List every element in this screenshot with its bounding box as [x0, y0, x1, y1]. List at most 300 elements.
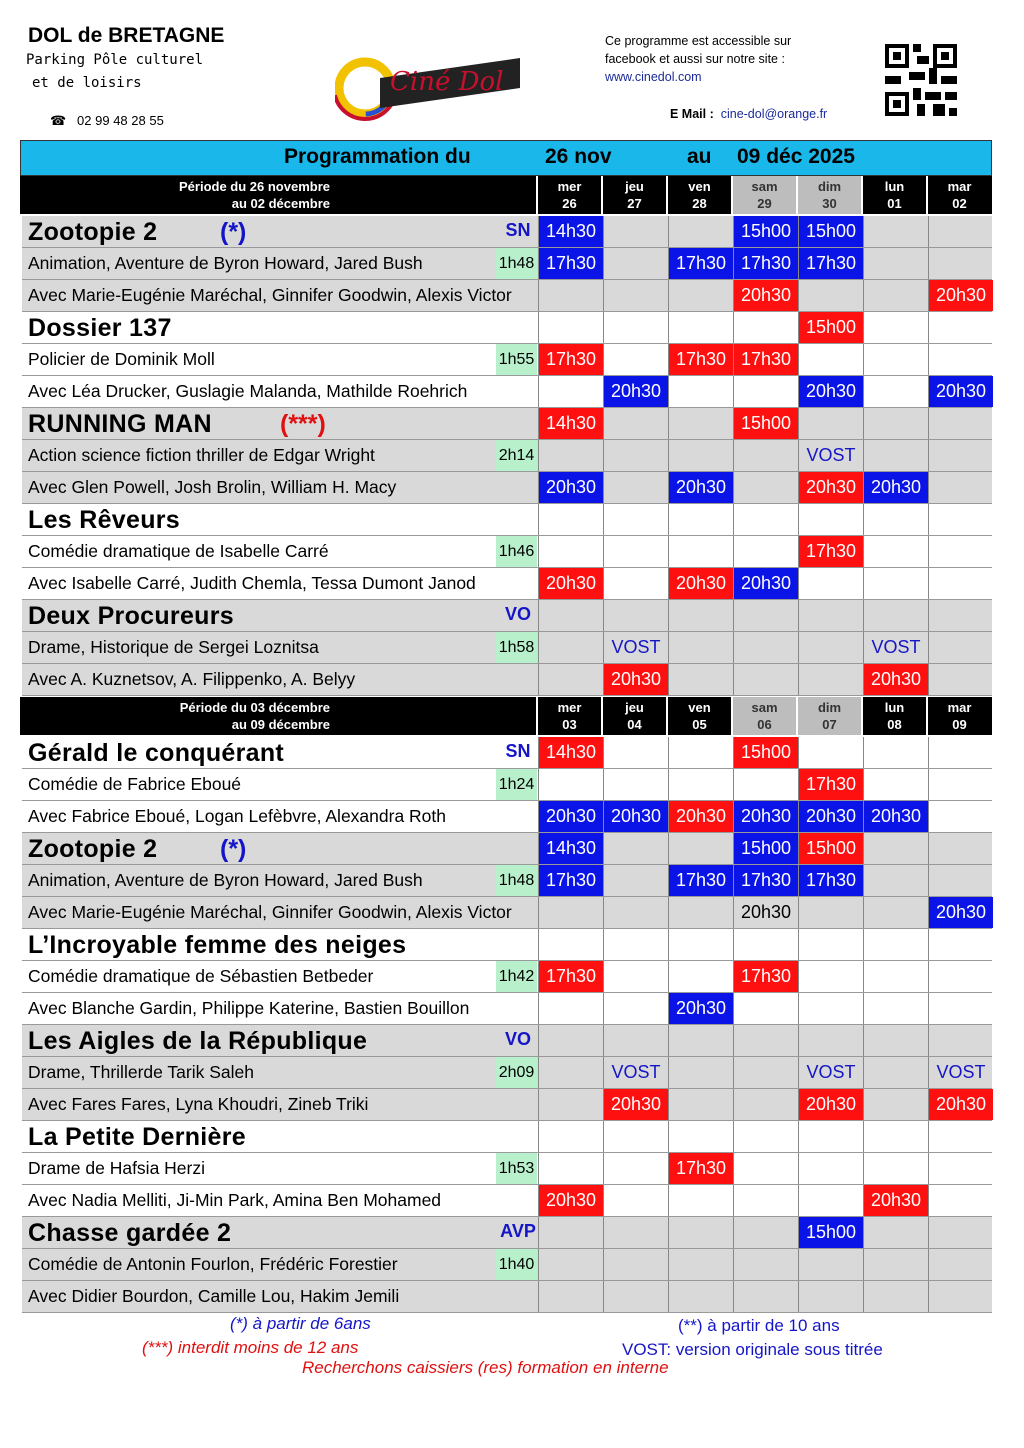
showtime-17h30[interactable]: 17h30 [668, 1153, 733, 1184]
showtime-cell[interactable] [603, 1153, 668, 1184]
showtime-cell[interactable] [928, 1121, 993, 1152]
version-badge: SN [505, 220, 531, 240]
film-genre: Drame, Historique de Sergei Loznitsa [28, 637, 319, 657]
showtime-cell[interactable] [733, 1185, 798, 1216]
showtime-17h30[interactable]: 17h30 [538, 344, 603, 375]
showtime-cell[interactable] [603, 1217, 668, 1248]
showtime-cell[interactable] [603, 536, 668, 567]
day-name: mar [947, 179, 972, 194]
showtime-20h30[interactable]: 20h30 [603, 801, 668, 832]
showtime-cell[interactable] [668, 408, 733, 439]
showtime-cell[interactable] [798, 344, 863, 375]
showtime-cell[interactable] [863, 1057, 928, 1088]
film-title: L’Incroyable femme des neiges [28, 931, 407, 959]
phone [50, 113, 164, 129]
footnote-12ans: (***) interdit moins de 12 ans [142, 1338, 359, 1357]
showtime-20h30[interactable]: 20h30 [863, 801, 928, 832]
showtime-20h30[interactable]: 20h30 [798, 472, 863, 503]
showtime-cell[interactable] [538, 440, 603, 471]
showtime-cell[interactable] [863, 1249, 928, 1280]
showtime-14h30[interactable]: 14h30 [538, 833, 603, 864]
film-duration: 1h46 [496, 536, 537, 567]
showtime-20h30[interactable]: 20h30 [538, 801, 603, 832]
showtime-cell[interactable] [538, 632, 603, 663]
showtime-cell[interactable] [733, 1089, 798, 1120]
showtime-cell[interactable] [733, 664, 798, 695]
showtime-cell[interactable] [798, 897, 863, 928]
showtime-cell[interactable] [733, 1057, 798, 1088]
showtime-cell[interactable] [928, 344, 993, 375]
showtime-cell[interactable] [798, 1281, 863, 1312]
film-row [22, 929, 992, 961]
showtime-cell[interactable] [798, 993, 863, 1024]
showtime-20h30[interactable]: 20h30 [798, 376, 863, 407]
showtime-cell[interactable] [798, 504, 863, 535]
showtime-cell[interactable] [603, 737, 668, 768]
showtime-20h30[interactable]: 20h30 [928, 1089, 993, 1120]
day-name: dim [817, 179, 842, 194]
showtime-cell[interactable] [928, 929, 993, 960]
showtime-15h00[interactable]: 15h00 [733, 833, 798, 864]
period-line-1: Période du 03 décembre [179, 700, 330, 715]
day-number: 07 [822, 717, 837, 732]
showtime-cell[interactable] [733, 472, 798, 503]
showtime-cell[interactable] [603, 600, 668, 631]
showtime-cell[interactable] [733, 1281, 798, 1312]
showtime-cell[interactable] [603, 216, 668, 247]
showtime-cell[interactable] [928, 472, 993, 503]
showtime-cell[interactable] [603, 408, 668, 439]
film-duration: 1h24 [496, 769, 537, 800]
showtime-cell[interactable] [733, 632, 798, 663]
film-row [22, 408, 992, 440]
showtime-cell[interactable] [733, 440, 798, 471]
film-title: Deux Procureurs [28, 602, 234, 630]
showtime-cell[interactable] [928, 536, 993, 567]
showtime-cell[interactable] [928, 1153, 993, 1184]
showtime-cell[interactable] [603, 865, 668, 896]
showtime-cell[interactable] [798, 1025, 863, 1056]
showtime-cell[interactable] [928, 961, 993, 992]
showtime-cell[interactable] [928, 833, 993, 864]
showtime-vost-label[interactable]: VOST [603, 632, 668, 663]
showtime-cell[interactable] [863, 1153, 928, 1184]
showtime-17h30[interactable]: 17h30 [668, 248, 733, 279]
version-badge: VO [504, 604, 531, 624]
showtime-20h30[interactable]: 20h30 [798, 801, 863, 832]
showtime-cell[interactable] [863, 1217, 928, 1248]
showtime-cell[interactable] [928, 1217, 993, 1248]
showtime-20h30[interactable]: 20h30 [928, 376, 993, 407]
showtime-cell[interactable] [733, 504, 798, 535]
showtime-14h30[interactable]: 14h30 [538, 216, 603, 247]
showtime-cell[interactable] [538, 600, 603, 631]
showtime-cell[interactable] [863, 536, 928, 567]
showtime-cell[interactable] [863, 993, 928, 1024]
showtime-20h30[interactable]: 20h30 [603, 376, 668, 407]
showtime-14h30[interactable]: 14h30 [538, 408, 603, 439]
showtime-cell[interactable] [863, 1281, 928, 1312]
qr-code[interactable] [885, 44, 957, 121]
showtime-cell[interactable] [538, 897, 603, 928]
film-duration: 1h53 [496, 1153, 537, 1184]
showtime-cell[interactable] [863, 737, 928, 768]
film-genre: Drame, Thrillerde Tarik Saleh [28, 1062, 254, 1082]
showtime-20h30[interactable]: 20h30 [863, 1185, 928, 1216]
version-badge: VO [504, 1029, 531, 1049]
showtime-17h30[interactable]: 17h30 [538, 865, 603, 896]
showtime-cell[interactable] [603, 833, 668, 864]
film-genre: Action science fiction thriller de Edgar Wright [28, 445, 375, 465]
showtime-17h30[interactable]: 17h30 [538, 248, 603, 279]
showtime-15h00[interactable]: 15h00 [733, 737, 798, 768]
showtime-cell[interactable] [603, 248, 668, 279]
showtime-cell[interactable] [538, 536, 603, 567]
showtime-cell[interactable] [668, 833, 733, 864]
showtime-cell[interactable] [798, 1185, 863, 1216]
showtime-17h30[interactable]: 17h30 [733, 248, 798, 279]
showtime-20h30[interactable]: 20h30 [538, 568, 603, 599]
showtime-15h00[interactable]: 15h00 [733, 216, 798, 247]
showtime-cell[interactable] [668, 504, 733, 535]
showtime-cell[interactable] [863, 1121, 928, 1152]
showtime-cell[interactable] [928, 440, 993, 471]
showtime-cell[interactable] [603, 1281, 668, 1312]
showtime-20h30[interactable]: 20h30 [668, 568, 733, 599]
showtime-cell[interactable] [863, 216, 928, 247]
showtime-cell[interactable] [928, 568, 993, 599]
showtime-cell[interactable] [798, 1249, 863, 1280]
film-row [22, 1153, 992, 1185]
rating-mark: (*) [220, 835, 247, 863]
showtime-17h30[interactable]: 17h30 [668, 344, 733, 375]
film-cast: Avec Marie-Eugénie Maréchal, Ginnifer Goodwin, Alexis Victor [28, 285, 512, 305]
showtime-cell[interactable] [668, 536, 733, 567]
showtime-cell[interactable] [928, 504, 993, 535]
showtime-cell[interactable] [863, 440, 928, 471]
day-name: sam [751, 179, 778, 194]
film-duration: 1h42 [496, 961, 537, 992]
showtime-cell[interactable] [863, 961, 928, 992]
showtime-cell[interactable] [863, 280, 928, 311]
showtime-20h30[interactable]: 20h30 [538, 472, 603, 503]
showtime-cell[interactable] [798, 1153, 863, 1184]
showtime-cell[interactable] [863, 929, 928, 960]
showtime-20h30[interactable]: 20h30 [928, 897, 993, 928]
showtime-cell[interactable] [603, 929, 668, 960]
film-genre: Comédie dramatique de Isabelle Carré [28, 541, 329, 561]
film-row [22, 312, 992, 344]
showtime-cell[interactable] [603, 769, 668, 800]
showtime-cell[interactable] [603, 280, 668, 311]
showtime-cell[interactable] [668, 1089, 733, 1120]
showtime-cell[interactable] [603, 312, 668, 343]
showtime-cell[interactable] [928, 312, 993, 343]
showtime-20h30[interactable]: 20h30 [668, 801, 733, 832]
showtime-cell[interactable] [538, 1121, 603, 1152]
day-name: ven [688, 700, 711, 715]
email-link[interactable]: cine-dol@orange.fr [720, 107, 828, 121]
showtime-20h30[interactable]: 20h30 [668, 472, 733, 503]
showtime-17h30[interactable]: 17h30 [798, 769, 863, 800]
showtime-cell[interactable] [928, 664, 993, 695]
showtime-cell[interactable] [863, 833, 928, 864]
showtime-cell[interactable] [668, 1217, 733, 1248]
showtime-cell[interactable] [863, 568, 928, 599]
showtime-cell[interactable] [668, 600, 733, 631]
showtime-cell[interactable] [668, 1249, 733, 1280]
film-title: Zootopie 2 [28, 835, 158, 863]
showtime-cell[interactable] [928, 865, 993, 896]
showtime-cell[interactable] [668, 1281, 733, 1312]
showtime-vost-label[interactable]: VOST [863, 632, 928, 663]
showtime-cell[interactable] [668, 632, 733, 663]
showtime-cell[interactable] [928, 600, 993, 631]
showtime-cell[interactable] [668, 961, 733, 992]
showtime-15h00[interactable]: 15h00 [733, 408, 798, 439]
showtime-cell[interactable] [668, 1185, 733, 1216]
website-link[interactable]: www.cinedol.com [605, 70, 702, 84]
showtime-cell[interactable] [668, 1121, 733, 1152]
showtime-cell[interactable] [603, 440, 668, 471]
day-header [926, 697, 991, 735]
showtime-cell[interactable] [668, 280, 733, 311]
showtime-cell[interactable] [798, 929, 863, 960]
showtime-20h30[interactable]: 20h30 [538, 1185, 603, 1216]
showtime-vost-label[interactable]: VOST [928, 1057, 993, 1088]
showtime-17h30[interactable]: 17h30 [668, 865, 733, 896]
film-row [22, 737, 992, 769]
showtime-cell[interactable] [538, 1089, 603, 1120]
film-row [22, 568, 992, 600]
showtime-cell[interactable] [538, 929, 603, 960]
showtime-17h30[interactable]: 17h30 [733, 961, 798, 992]
showtime-cell[interactable] [863, 312, 928, 343]
showtime-cell[interactable] [538, 993, 603, 1024]
showtime-cell[interactable] [538, 1217, 603, 1248]
showtime-cell[interactable] [538, 1249, 603, 1280]
showtime-cell[interactable] [928, 632, 993, 663]
showtime-cell[interactable] [863, 376, 928, 407]
showtime-cell[interactable] [798, 568, 863, 599]
showtime-cell[interactable] [928, 408, 993, 439]
showtime-cell[interactable] [863, 1025, 928, 1056]
showtime-cell[interactable] [733, 312, 798, 343]
showtime-cell[interactable] [733, 929, 798, 960]
showtime-15h00[interactable]: 15h00 [798, 1217, 863, 1248]
showtime-20h30[interactable]: 20h30 [733, 280, 798, 311]
recruitment-note: Recherchons caissiers (res) formation en interne [302, 1358, 669, 1377]
showtime-cell[interactable] [863, 769, 928, 800]
showtime-cell[interactable] [538, 1153, 603, 1184]
showtime-cell[interactable] [928, 993, 993, 1024]
showtime-cell[interactable] [733, 1153, 798, 1184]
showtime-cell[interactable] [863, 600, 928, 631]
showtime-20h30[interactable]: 20h30 [603, 1089, 668, 1120]
film-cast: Avec Nadia Melliti, Ji-Min Park, Amina Ben Mohamed [28, 1190, 442, 1210]
showtime-cell[interactable] [798, 737, 863, 768]
showtime-cell[interactable] [863, 897, 928, 928]
showtime-20h30[interactable]: 20h30 [863, 472, 928, 503]
showtime-cell[interactable] [538, 769, 603, 800]
film-row [22, 344, 992, 376]
version-badge: SN [505, 741, 531, 761]
day-number: 03 [562, 717, 577, 732]
period-header [20, 176, 992, 214]
showtime-cell[interactable] [668, 737, 733, 768]
showtime-cell[interactable] [928, 1281, 993, 1312]
showtime-15h00[interactable]: 15h00 [798, 216, 863, 247]
showtime-20h30[interactable]: 20h30 [603, 664, 668, 695]
showtime-17h30[interactable]: 17h30 [798, 865, 863, 896]
showtime-cell[interactable] [668, 1025, 733, 1056]
showtime-cell[interactable] [603, 1025, 668, 1056]
cinema-city: DOL de BRETAGNE [28, 24, 225, 47]
showtime-20h30[interactable]: 20h30 [668, 993, 733, 1024]
showtime-cell[interactable] [733, 1217, 798, 1248]
showtime-cell[interactable] [538, 376, 603, 407]
showtime-cell[interactable] [863, 248, 928, 279]
showtime-cell[interactable] [798, 408, 863, 439]
showtime-cell[interactable] [928, 801, 993, 832]
day-number: 09 [952, 717, 967, 732]
day-header [861, 176, 926, 214]
showtime-cell[interactable] [863, 504, 928, 535]
film-genre: Policier de Dominik Moll [28, 349, 215, 369]
showtime-17h30[interactable]: 17h30 [733, 865, 798, 896]
footnote-6ans: (*) à partir de 6ans [230, 1314, 371, 1333]
showtime-cell[interactable] [928, 216, 993, 247]
film-genre: Animation, Aventure de Byron Howard, Jared Bush [28, 870, 423, 890]
film-row [22, 769, 992, 801]
showtime-cell[interactable] [928, 1185, 993, 1216]
showtime-vost-label[interactable]: VOST [798, 440, 863, 471]
film-row [22, 248, 992, 280]
film-row [22, 1185, 992, 1217]
showtime-15h00[interactable]: 15h00 [798, 312, 863, 343]
rating-mark: (***) [280, 410, 326, 438]
showtime-cell[interactable] [668, 897, 733, 928]
day-name: mer [557, 179, 582, 194]
showtime-cell[interactable] [733, 1249, 798, 1280]
showtime-cell[interactable] [668, 312, 733, 343]
svg-text:Ciné Dol: Ciné Dol [390, 67, 504, 97]
showtime-cell[interactable] [668, 376, 733, 407]
day-number: 08 [887, 717, 902, 732]
footnote-10ans: (**) à partir de 10 ans [678, 1316, 840, 1335]
film-title: Gérald le conquérant [28, 739, 285, 767]
showtime-cell[interactable] [603, 344, 668, 375]
showtime-cell[interactable] [928, 1249, 993, 1280]
showtime-cell[interactable] [798, 632, 863, 663]
showtime-vost-label[interactable]: VOST [603, 1057, 668, 1088]
showtime-cell[interactable] [733, 600, 798, 631]
showtime-14h30[interactable]: 14h30 [538, 737, 603, 768]
showtime-cell[interactable] [863, 344, 928, 375]
showtime-cell[interactable] [863, 408, 928, 439]
showtime-cell[interactable] [603, 504, 668, 535]
showtime-17h30[interactable]: 17h30 [798, 536, 863, 567]
showtime-cell[interactable] [733, 1025, 798, 1056]
showtime-cell[interactable] [668, 664, 733, 695]
day-number: 28 [692, 196, 707, 211]
showtime-cell[interactable] [538, 504, 603, 535]
showtime-cell[interactable] [928, 248, 993, 279]
film-title: Les Rêveurs [28, 506, 180, 534]
showtime-cell[interactable] [603, 897, 668, 928]
showtime-cell[interactable] [798, 280, 863, 311]
day-number: 05 [692, 717, 707, 732]
showtime-cell[interactable] [668, 440, 733, 471]
film-title: Zootopie 2 [28, 218, 158, 246]
showtime-cell[interactable] [733, 376, 798, 407]
showtime-15h00[interactable]: 15h00 [798, 833, 863, 864]
showtime-20h30[interactable]: 20h30 [928, 280, 993, 311]
showtime-cell[interactable] [798, 1121, 863, 1152]
showtime-cell[interactable] [668, 216, 733, 247]
showtime-cell[interactable] [538, 1025, 603, 1056]
showtime-cell[interactable] [603, 993, 668, 1024]
showtime-cell[interactable] [603, 961, 668, 992]
showtime-cell[interactable] [603, 1121, 668, 1152]
showtime-17h30[interactable]: 17h30 [798, 248, 863, 279]
showtime-cell[interactable] [538, 1281, 603, 1312]
showtime-20h30[interactable]: 20h30 [733, 801, 798, 832]
showtime-20h30[interactable]: 20h30 [863, 664, 928, 695]
showtime-17h30[interactable]: 17h30 [733, 344, 798, 375]
showtime-cell[interactable] [538, 312, 603, 343]
showtime-cell[interactable] [668, 769, 733, 800]
showtime-cell[interactable] [668, 1057, 733, 1088]
showtime-cell[interactable] [928, 737, 993, 768]
showtime-cell[interactable] [603, 568, 668, 599]
showtime-cell[interactable] [538, 1057, 603, 1088]
showtime-20h30[interactable]: 20h30 [733, 568, 798, 599]
film-duration: 1h40 [496, 1249, 537, 1280]
showtime-vost-label[interactable]: VOST [798, 1057, 863, 1088]
showtime-cell[interactable] [603, 472, 668, 503]
showtime-20h30[interactable]: 20h30 [733, 897, 798, 928]
showtime-cell[interactable] [798, 600, 863, 631]
showtime-cell[interactable] [798, 961, 863, 992]
showtime-20h30[interactable]: 20h30 [798, 1089, 863, 1120]
showtime-cell[interactable] [603, 1185, 668, 1216]
showtime-cell[interactable] [603, 1249, 668, 1280]
film-row [22, 993, 992, 1025]
showtime-cell[interactable] [538, 664, 603, 695]
period-line-2: au 09 décembre [231, 717, 330, 732]
showtime-cell[interactable] [733, 536, 798, 567]
showtime-cell[interactable] [733, 769, 798, 800]
showtime-cell[interactable] [863, 865, 928, 896]
film-duration: 1h55 [496, 344, 537, 375]
film-cast: Avec A. Kuznetsov, A. Filippenko, A. Belyy [28, 669, 356, 689]
showtime-cell[interactable] [798, 664, 863, 695]
footnote-vost: VOST: version originale sous titrée [622, 1340, 883, 1359]
info-line-1: Ce programme est accessible sur [605, 34, 792, 48]
film-row [22, 600, 992, 632]
showtime-cell[interactable] [863, 1089, 928, 1120]
showtime-cell[interactable] [668, 929, 733, 960]
showtime-cell[interactable] [928, 1025, 993, 1056]
showtime-cell[interactable] [733, 993, 798, 1024]
film-row [22, 1217, 992, 1249]
day-number: 04 [627, 717, 642, 732]
showtime-17h30[interactable]: 17h30 [538, 961, 603, 992]
showtime-cell[interactable] [928, 769, 993, 800]
showtime-cell[interactable] [733, 1121, 798, 1152]
showtime-cell[interactable] [538, 280, 603, 311]
